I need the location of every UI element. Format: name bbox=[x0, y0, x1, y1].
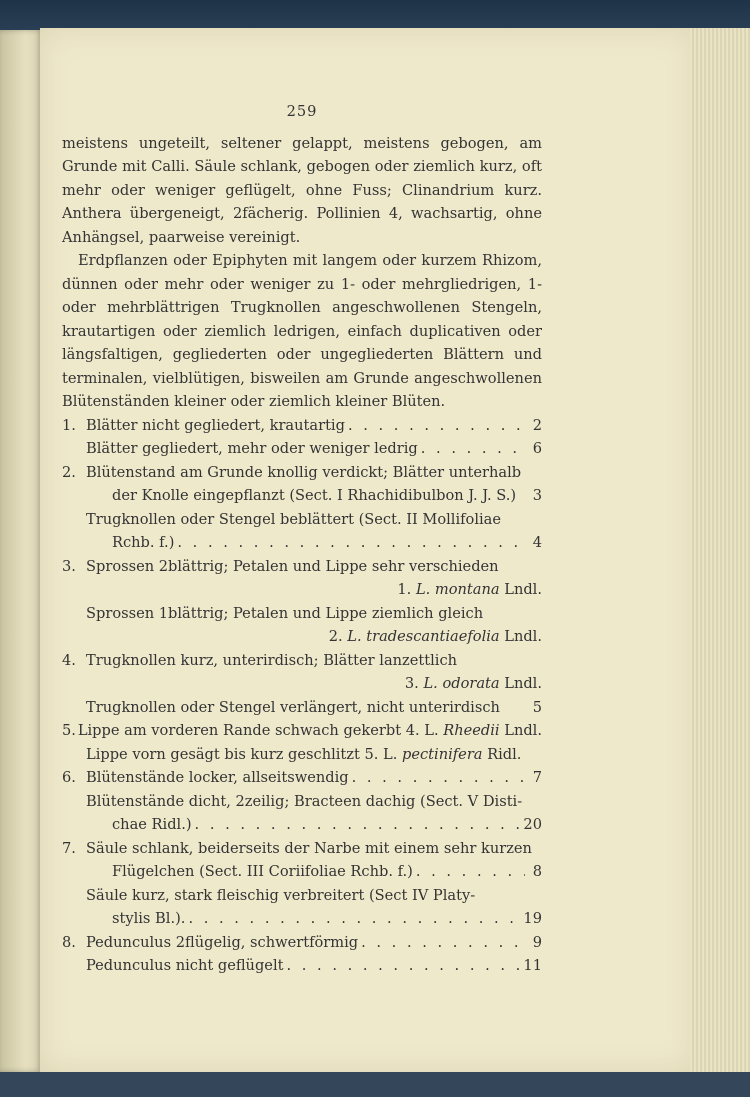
key-line: Lippe vorn gesägt bis kurz geschlitzt 5. L. pectinifera Ridl. bbox=[86, 745, 522, 763]
key-line: Blätter gegliedert, mehr oder weniger ledrig . . . 6 bbox=[62, 437, 542, 461]
key-line: Trugknollen oder Stengel verlängert, nicht unterirdisch 5 bbox=[86, 698, 542, 716]
key-line: 8. Pedunculus 2flügelig, schwertförmig . . . 9 bbox=[62, 931, 542, 955]
book-cover-bottom bbox=[0, 1072, 750, 1097]
key-line: Säule kurz, stark fleischig verbreitert (Sect IV Platy- bbox=[86, 886, 476, 904]
key-line: Flügelchen (Sect. III Coriifoliae Rchb. f.) . . . 8 bbox=[62, 860, 542, 884]
key-line: Pedunculus nicht geflügelt . . . 11 bbox=[62, 954, 542, 978]
key-line: Rchb. f.) . . . 4 bbox=[62, 531, 542, 555]
species-line: 1. L. montana Lndl. bbox=[397, 581, 542, 598]
intro-paragraph: meistens ungeteilt, seltener gelappt, meistens gebogen, am Grunde mit Calli. Säule schlank, gebogen oder ziemlich kurz, oft mehr oder weniger geflügelt, ohne Fuss; Clinandrium kurz. Anthera übergeneigt, 2fächerig. Pollinien 4, wachsartig, ohne Anhängsel, paarweise vereinigt. bbox=[62, 134, 542, 246]
facing-page-edge bbox=[0, 30, 42, 1072]
key-line: 1. Blätter nicht gegliedert, krautartig . . . 2 bbox=[62, 414, 542, 438]
key-line: Blütenstände dicht, 2zeilig; Bracteen dachig (Sect. V Disti- bbox=[86, 792, 523, 810]
key-line: 6. Blütenstände locker, allseitswendig . . . 7 bbox=[62, 766, 542, 790]
key-line: 7. Säule schlank, beiderseits der Narbe mit einem sehr kurzen bbox=[62, 839, 532, 857]
key-line: chae Ridl.) . . . 20 bbox=[62, 813, 542, 837]
page-edges bbox=[690, 28, 750, 1072]
key-line: der Knolle eingepflanzt (Sect. I Rhachidibulbon J. J. S.) 3 bbox=[112, 487, 542, 504]
species-line: 2. L. tradescantiaefolia Lndl. bbox=[328, 628, 542, 645]
genus-description: Erdpflanzen oder Epiphyten mit langem oder kurzem Rhizom, dünnen oder mehr oder weniger zu 1- oder mehrgliedrigen, 1- oder mehrblättrigen Trugknollen angeschwollenen Stengeln, krautartigen oder ziemlich ledrigen, einfach duplicativen oder längsfaltigen, gegliederten oder ungegliederten Blättern und terminalen, vielblütigen, bisweilen am Grunde angeschwollenen Blütenständen kleiner oder ziemlich kleiner Blüten. bbox=[62, 252, 542, 410]
identification-key bbox=[62, 414, 542, 978]
page-number: 259 bbox=[286, 103, 318, 120]
page-text bbox=[62, 100, 542, 978]
key-line: stylis Bl.). . . . 19 bbox=[62, 907, 542, 931]
key-line: 2. Blütenstand am Grunde knollig verdickt; Blätter unterhalb bbox=[62, 463, 522, 481]
key-line: 5. Lippe am vorderen Rande schwach gekerbt 4. L. Rheedii Lndl. bbox=[62, 722, 542, 739]
key-line: Trugknollen oder Stengel beblättert (Sect. II Mollifoliae bbox=[86, 510, 501, 528]
key-line: 4. Trugknollen kurz, unterirdisch; Blätter lanzettlich bbox=[62, 651, 458, 669]
species-line: 3. L. odorata Lndl. bbox=[404, 675, 542, 692]
key-line: Sprossen 1blättrig; Petalen und Lippe ziemlich gleich bbox=[86, 604, 484, 622]
key-line: 3. Sprossen 2blättrig; Petalen und Lippe sehr verschieden bbox=[62, 557, 499, 575]
